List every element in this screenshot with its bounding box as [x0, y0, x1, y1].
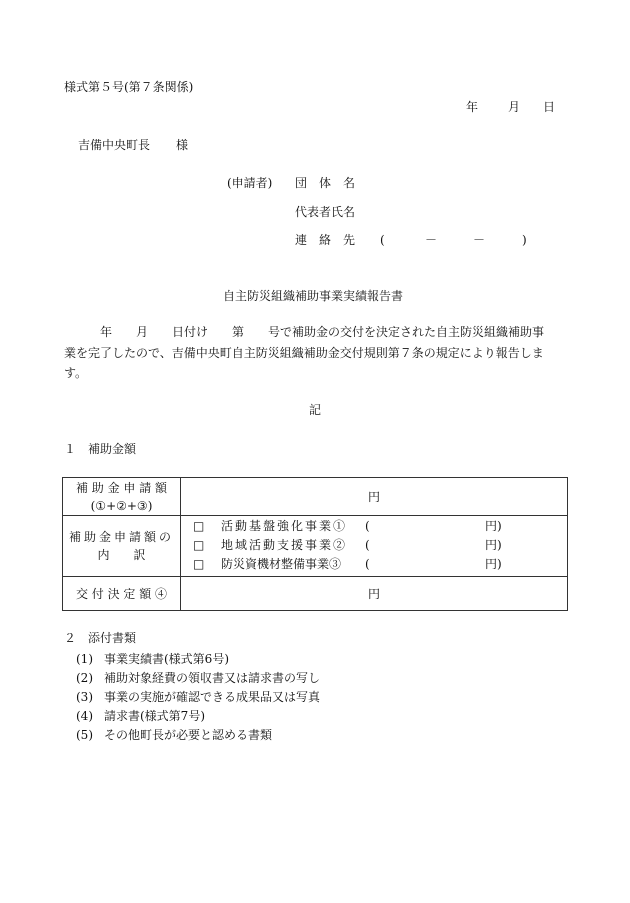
section-2-heading: ２ 添付書類 — [64, 631, 137, 645]
breakdown-item-name: 活動基盤強化事業① — [221, 519, 348, 533]
checkbox[interactable]: □ — [193, 557, 205, 571]
breakdown-item-open-paren: ( — [365, 519, 370, 533]
requested-amount-value-cell — [181, 478, 568, 516]
date-month-label: 月 — [508, 100, 521, 114]
addressee-honorific: 様 — [176, 138, 189, 152]
attachment-item — [76, 710, 205, 722]
form-number: 様式第５号(第７条関係) — [64, 80, 194, 94]
approved-amount-value-cell — [181, 577, 568, 611]
attachment-number: (3) — [76, 690, 93, 704]
requested-amount-unit: 円 — [367, 489, 380, 504]
contact-label: 連 絡 先 — [295, 233, 356, 247]
attachment-number: (1) — [76, 652, 93, 666]
section-1-heading: １ 補助金額 — [64, 442, 137, 456]
representative-name-label: 代表者氏名 — [295, 205, 356, 219]
breakdown-item-name: 地域活動支援事業② — [221, 538, 348, 552]
date-day-label: 日 — [543, 100, 556, 114]
ki-mark: 記 — [309, 403, 322, 417]
requested-amount-label: 補 助 金 申 請 額 — [75, 480, 168, 495]
attachment-item — [76, 691, 320, 703]
breakdown-label-sub: 内 訳 — [97, 548, 146, 562]
approved-amount-unit: 円 — [367, 586, 380, 601]
breakdown-item-name: 防災資機材整備事業③ — [221, 557, 342, 571]
document-title: 自主防災組織補助事業実績報告書 — [223, 289, 404, 303]
attachment-item — [76, 729, 272, 741]
breakdown-label-cell — [63, 516, 181, 577]
checkbox[interactable]: □ — [193, 519, 205, 533]
body-line-2: 業を完了したので、吉備中央町自主防災組織補助金交付規則第７条の規定により報告しま — [64, 346, 544, 360]
breakdown-item-unit: 円) — [485, 519, 502, 533]
requested-amount-label-cell — [63, 478, 181, 516]
attachment-number: (2) — [76, 671, 93, 685]
contact-open-paren: ( — [380, 233, 385, 247]
breakdown-item-open-paren: ( — [365, 538, 370, 552]
table-row — [63, 478, 568, 516]
table-row — [63, 577, 568, 611]
attachment-text: 請求書(様式第7号) — [104, 709, 205, 723]
applicant-label: (申請者) — [227, 176, 273, 190]
breakdown-item-open-paren: ( — [365, 557, 370, 571]
checkbox[interactable]: □ — [193, 538, 205, 552]
contact-dash-2: － — [473, 233, 486, 247]
attachment-number: (5) — [76, 728, 93, 742]
attachment-text: 補助対象経費の領収書又は請求書の写し — [104, 671, 321, 685]
contact-close-paren: ) — [522, 233, 527, 247]
date-year-label: 年 — [466, 100, 479, 114]
body-line-1: 年 月 日付け 第 号で補助金の交付を決定された自主防災組織補助事 — [100, 325, 545, 339]
attachment-item — [76, 672, 320, 684]
breakdown-label: 補助金申請額の — [68, 530, 174, 544]
table-row — [63, 516, 568, 577]
approved-amount-label-cell — [63, 577, 181, 611]
breakdown-item-unit: 円) — [485, 538, 502, 552]
attachment-item — [76, 653, 229, 665]
breakdown-items-cell — [181, 516, 568, 577]
contact-dash-1: － — [425, 233, 438, 247]
attachment-text: 事業の実施が確認できる成果品又は写真 — [104, 690, 321, 704]
breakdown-item-unit: 円) — [485, 557, 502, 571]
attachment-text: その他町長が必要と認める書類 — [104, 728, 273, 742]
attachment-number: (4) — [76, 709, 93, 723]
requested-amount-formula: (①+②+③) — [90, 498, 153, 513]
attachment-text: 事業実績書(様式第6号) — [104, 652, 229, 666]
addressee: 吉備中央町長 — [78, 138, 151, 152]
approved-amount-label: 交 付 決 定 額 ④ — [75, 586, 168, 601]
organization-name-label: 団 体 名 — [295, 176, 356, 190]
subsidy-amount-table — [62, 477, 568, 611]
body-line-3: す。 — [64, 366, 88, 380]
